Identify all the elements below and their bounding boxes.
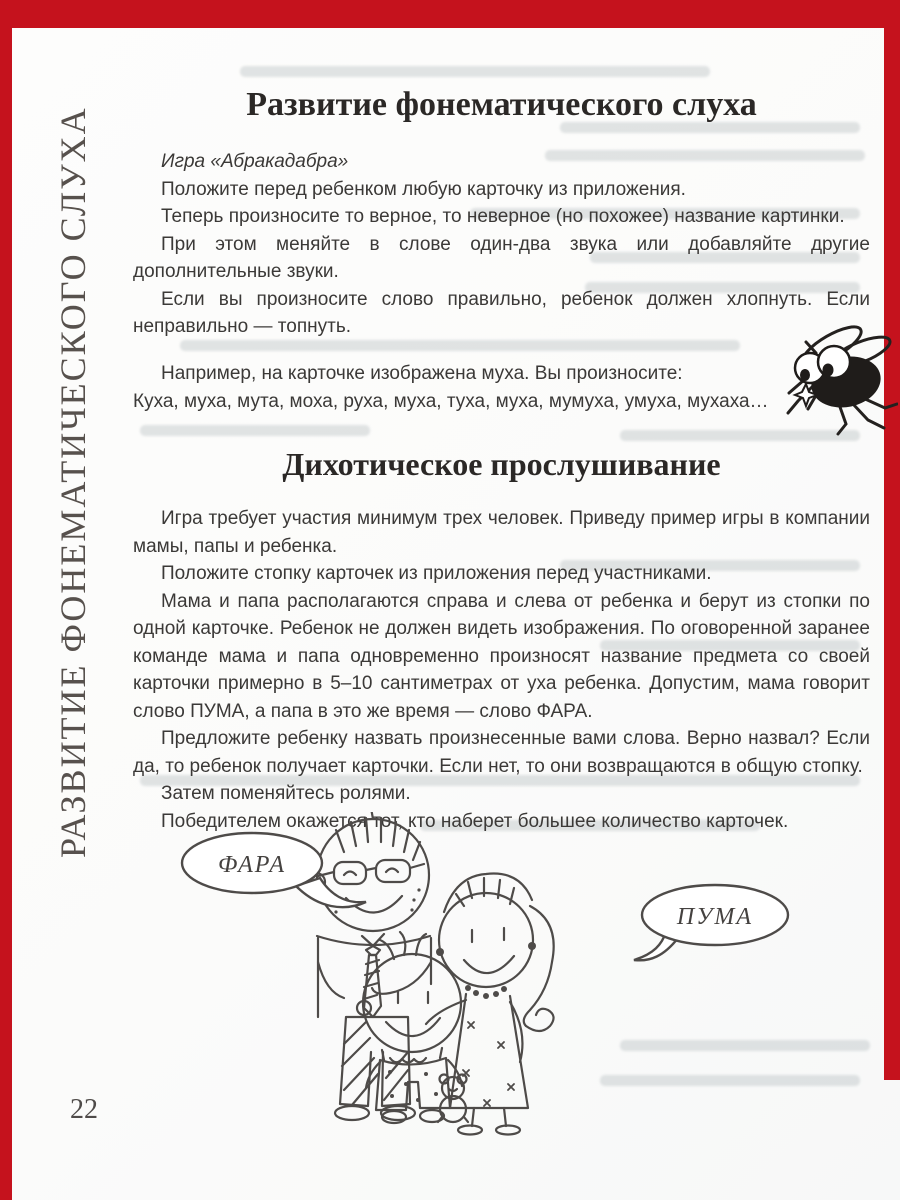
- paragraph: Предложите ребенку назвать произнесенные вами слова. Верно назвал? Если да, то ребенок получает карточки. Если нет, то они возвращаются в общую стопку.: [133, 728, 870, 777]
- red-cover-edge-left: [0, 0, 12, 1200]
- paragraph: Теперь произносите то верное, то неверное (но похожее) название картинки.: [161, 206, 845, 227]
- fly-illustration-icon: [758, 320, 898, 440]
- section2-heading: Дихотическое прослушивание: [282, 446, 721, 482]
- section2-body: [133, 505, 870, 835]
- paragraph: Мама и папа располагаются справа и слева от ребенка и берут из стопки по одной карточке. Ребенок не должен видеть изображения. По оговоренной заранее команде мама и папа одновременно произносят название предмета со своей карточки примерно в 5–10 сантиметрах от уха ребенка. Допустим, мама говорит слово ПУМА, а папа в это же время — слово ФАРА.: [133, 590, 870, 722]
- red-cover-edge-top: [0, 0, 900, 28]
- paragraph: Положите стопку карточек из приложения перед участниками.: [161, 563, 712, 584]
- game-name-label: Игра «Абракадабра»: [161, 151, 349, 172]
- section1-body: [133, 148, 870, 341]
- family-illustration: [168, 812, 816, 1152]
- section1-heading: Развитие фонематического слуха: [246, 86, 757, 123]
- bleed-through-line: [240, 66, 710, 77]
- example-intro: Например, на карточке изображена муха. Вы произносите:: [161, 363, 683, 384]
- page-number: 22: [70, 1094, 98, 1125]
- example-words: Куха, муха, мута, моха, руха, муха, туха, муха, мумуха, умуха, мухаха…: [133, 391, 769, 412]
- bleed-through-line: [140, 425, 370, 436]
- bleed-through-line: [180, 340, 740, 351]
- paragraph: Победителем окажется тот, кто наберет большее количество карточек.: [161, 810, 789, 832]
- example-block: [133, 360, 793, 416]
- red-cover-edge-right: [884, 0, 900, 1080]
- chapter-side-title: РАЗВИТИЕ ФОНЕМАТИЧЕСКОГО СЛУХА: [53, 106, 93, 858]
- mom-bubble-word: ПУМА: [676, 904, 754, 930]
- paragraph: Положите перед ребенком любую карточку из приложения.: [161, 178, 686, 200]
- paragraph: Игра требует участия минимум трех человек. Приведу пример игры в компании мамы, папы и ребенка.: [133, 508, 870, 557]
- paragraph: Затем поменяйтесь ролями.: [161, 783, 411, 804]
- paragraph: Если вы произносите слово правильно, ребенок должен хлопнуть. Если неправильно — топнуть.: [133, 288, 870, 337]
- paragraph: При этом меняйте в слове один-два звука или добавляйте другие дополнительные звуки.: [133, 233, 870, 282]
- dad-bubble-word: ФАРА: [218, 852, 286, 878]
